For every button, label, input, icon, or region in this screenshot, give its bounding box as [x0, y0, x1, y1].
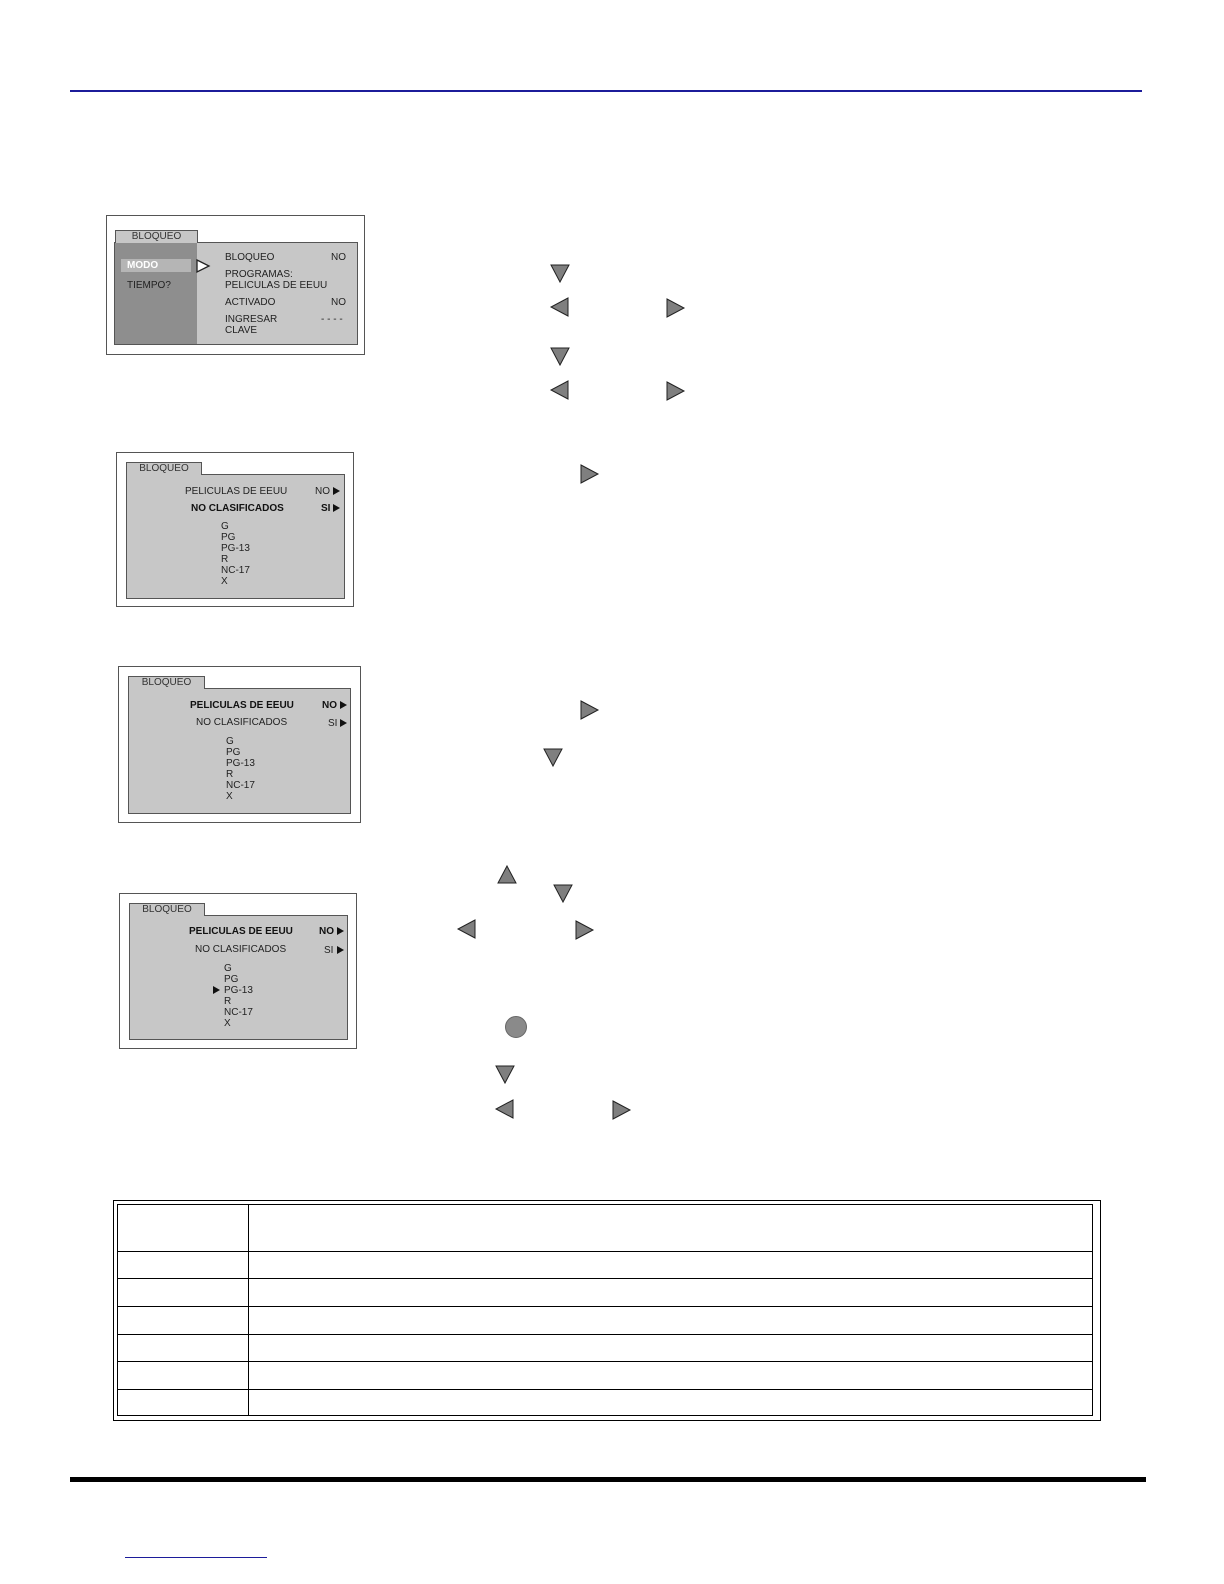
- table-cell: [249, 1307, 1093, 1335]
- table-cell: [118, 1390, 249, 1416]
- table-cell: [118, 1335, 249, 1362]
- header-rule: [70, 90, 1142, 92]
- unrated-value: SI: [321, 503, 331, 514]
- down-triangle-icon: [549, 345, 571, 367]
- menu-item-tiempo[interactable]: TIEMPO?: [127, 280, 171, 291]
- unrated-value: SI: [324, 945, 334, 956]
- table-cell: [118, 1307, 249, 1335]
- selector-arrow-icon: [195, 258, 211, 274]
- movies-value: NO: [315, 486, 330, 497]
- movies-label[interactable]: PELICULAS DE EEUU: [189, 926, 293, 937]
- rating-g[interactable]: G: [224, 963, 232, 974]
- footer-link-underline: [125, 1557, 267, 1558]
- right-triangle-icon: [332, 503, 341, 513]
- option-activado-value: NO: [331, 297, 346, 308]
- right-triangle-icon: [339, 718, 348, 728]
- menu-panel-modo: [106, 215, 365, 355]
- option-peliculas-label[interactable]: PELICULAS DE EEUU: [225, 280, 328, 291]
- rating-r[interactable]: R: [226, 769, 234, 780]
- table-row: [118, 1390, 1093, 1416]
- table-cell: [118, 1252, 249, 1279]
- option-programas-label[interactable]: PROGRAMAS:: [225, 269, 293, 280]
- table-row: [118, 1279, 1093, 1307]
- left-triangle-icon: [494, 1098, 516, 1120]
- table-header-row: [118, 1205, 1093, 1252]
- menu-tab: BLOQUEO: [126, 462, 202, 475]
- menu-panel-peliculas: [118, 666, 361, 823]
- menu-item-modo[interactable]: MODO: [127, 260, 159, 271]
- table-cell: [118, 1205, 249, 1252]
- movies-label[interactable]: PELICULAS DE EEUU: [190, 700, 294, 711]
- option-activado-label[interactable]: ACTIVADO: [225, 297, 276, 308]
- unrated-label[interactable]: NO CLASIFICADOS: [196, 717, 288, 728]
- rating-pg-13-selected[interactable]: PG-13: [224, 985, 253, 996]
- option-clave-label: CLAVE: [225, 325, 258, 336]
- rating-pg-13[interactable]: PG-13: [221, 543, 250, 554]
- up-triangle-icon: [496, 864, 518, 886]
- left-triangle-icon: [549, 379, 571, 401]
- rating-pg[interactable]: PG: [226, 747, 241, 758]
- down-triangle-icon: [549, 262, 571, 284]
- option-ingresar-label[interactable]: INGRESAR: [225, 314, 278, 325]
- unrated-label[interactable]: NO CLASIFICADOS: [195, 944, 287, 955]
- right-triangle-icon: [336, 926, 345, 936]
- menu-panel-rating-select: [119, 893, 357, 1049]
- left-triangle-icon: [456, 918, 478, 940]
- down-triangle-icon: [542, 746, 564, 768]
- rating-cursor-icon: [212, 985, 221, 995]
- rating-x[interactable]: X: [226, 791, 233, 802]
- right-triangle-icon: [339, 700, 348, 710]
- table-cell: [249, 1335, 1093, 1362]
- menu-tab: BLOQUEO: [129, 903, 205, 916]
- right-triangle-icon: [578, 463, 600, 485]
- rating-x[interactable]: X: [221, 576, 228, 587]
- table-row: [118, 1252, 1093, 1279]
- option-bloqueo-label[interactable]: BLOQUEO: [225, 252, 275, 263]
- right-triangle-icon: [336, 945, 345, 955]
- table-cell: [249, 1390, 1093, 1416]
- table-row: [118, 1335, 1093, 1362]
- table-row: [118, 1307, 1093, 1335]
- rating-pg[interactable]: PG: [221, 532, 236, 543]
- table-cell: [249, 1362, 1093, 1390]
- rating-r[interactable]: R: [224, 996, 232, 1007]
- rating-r[interactable]: R: [221, 554, 229, 565]
- unrated-label[interactable]: NO CLASIFICADOS: [191, 503, 284, 514]
- table-cell: [249, 1252, 1093, 1279]
- rating-g[interactable]: G: [221, 521, 229, 532]
- left-triangle-icon: [549, 296, 571, 318]
- right-triangle-icon: [332, 486, 341, 496]
- table-cell: [249, 1205, 1093, 1252]
- right-triangle-icon: [610, 1099, 632, 1121]
- menu-tab: BLOQUEO: [115, 230, 198, 243]
- menu-panel-no-clasificados: [116, 452, 354, 607]
- movies-value: NO: [322, 700, 337, 711]
- table-row: [118, 1362, 1093, 1390]
- table-cell: [118, 1279, 249, 1307]
- rating-nc-17[interactable]: NC-17: [226, 780, 255, 791]
- down-triangle-icon: [552, 882, 574, 904]
- option-bloqueo-value: NO: [331, 252, 346, 263]
- unrated-value: SI: [328, 718, 338, 729]
- movies-value: NO: [319, 926, 334, 937]
- right-triangle-icon: [664, 297, 686, 319]
- right-triangle-icon: [578, 699, 600, 721]
- ratings-table: [117, 1204, 1093, 1416]
- rating-pg-13[interactable]: PG-13: [226, 758, 255, 769]
- table-cell: [118, 1362, 249, 1390]
- action-button-icon: [504, 1015, 528, 1039]
- footer-rule: [70, 1477, 1146, 1482]
- table-cell: [249, 1279, 1093, 1307]
- down-triangle-icon: [494, 1063, 516, 1085]
- rating-nc-17[interactable]: NC-17: [221, 565, 250, 576]
- right-triangle-icon: [664, 380, 686, 402]
- right-triangle-icon: [573, 919, 595, 941]
- option-clave-dashes: - - - -: [321, 314, 343, 325]
- rating-nc-17[interactable]: NC-17: [224, 1007, 253, 1018]
- rating-x[interactable]: X: [224, 1018, 231, 1029]
- menu-tab: BLOQUEO: [128, 676, 205, 689]
- rating-pg[interactable]: PG: [224, 974, 239, 985]
- rating-g[interactable]: G: [226, 736, 234, 747]
- movies-label[interactable]: PELICULAS DE EEUU: [185, 486, 288, 497]
